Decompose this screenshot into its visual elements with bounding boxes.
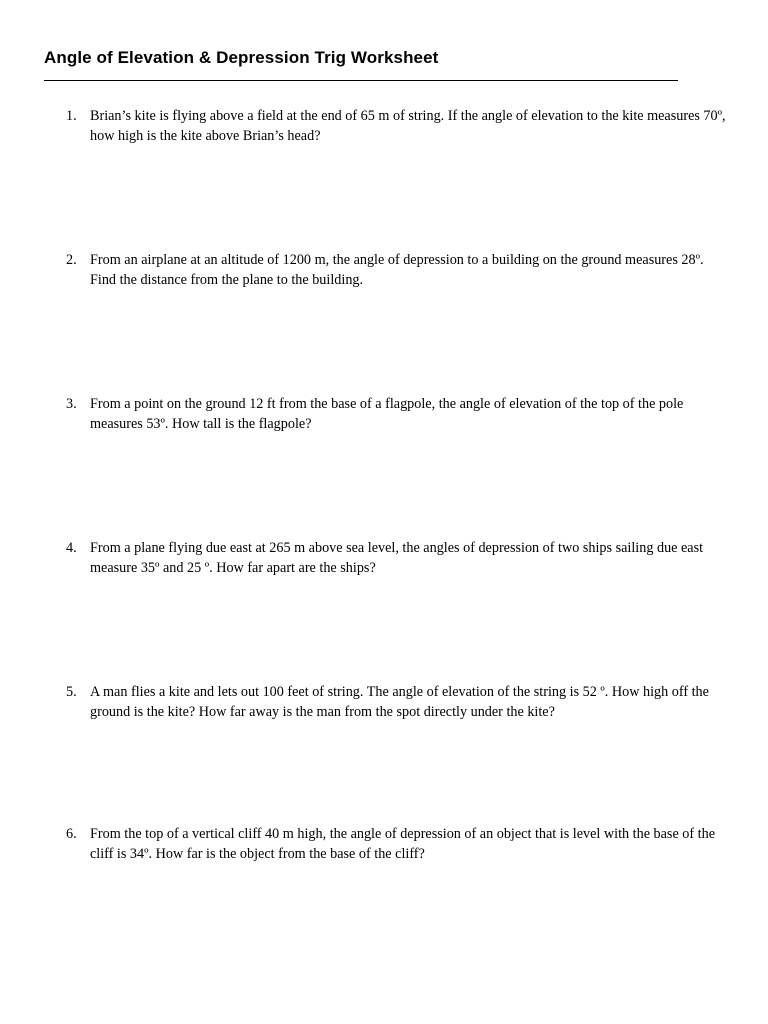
page-title: Angle of Elevation & Depression Trig Worksheet: [44, 48, 439, 67]
question-number: 5.: [66, 684, 77, 700]
question-text: From a plane flying due east at 265 m above sea level, the angles of depression of two ships sailing due east measure 35º and 25 º. How far apart are the ships?: [90, 540, 704, 576]
question-number: 1.: [66, 108, 77, 124]
question-text: From the top of a vertical cliff 40 m high, the angle of depression of an object that is level with the base of the cliff is 34º. How far is the object from the base of the cliff?: [90, 826, 715, 862]
question-text: Brian’s kite is flying above a field at the end of 65 m of string. If the angle of elevation to the kite measures 70º, how high is the kite above Brian’s head?: [90, 108, 726, 144]
question-number: 6.: [66, 826, 77, 842]
question-text: From a point on the ground 12 ft from the base of a flagpole, the angle of elevation of the top of the pole measures 53º. How tall is the flagpole?: [90, 396, 684, 432]
question-item: [66, 106, 726, 146]
question-text: A man flies a kite and lets out 100 feet of string. The angle of elevation of the string is 52 º. How high off the ground is the kite? How far away is the man from the spot directly under the kite?: [90, 684, 709, 720]
question-item: [66, 682, 726, 722]
question-item: [66, 250, 726, 290]
title-divider: [44, 80, 678, 81]
question-number: 4.: [66, 540, 77, 556]
question-item: [66, 824, 726, 864]
question-number: 3.: [66, 396, 77, 412]
question-item: [66, 394, 726, 434]
question-text: From an airplane at an altitude of 1200 m, the angle of depression to a building on the ground measures 28º. Find the distance from the plane to the building.: [90, 252, 704, 288]
question-item: [66, 538, 726, 578]
question-number: 2.: [66, 252, 77, 268]
